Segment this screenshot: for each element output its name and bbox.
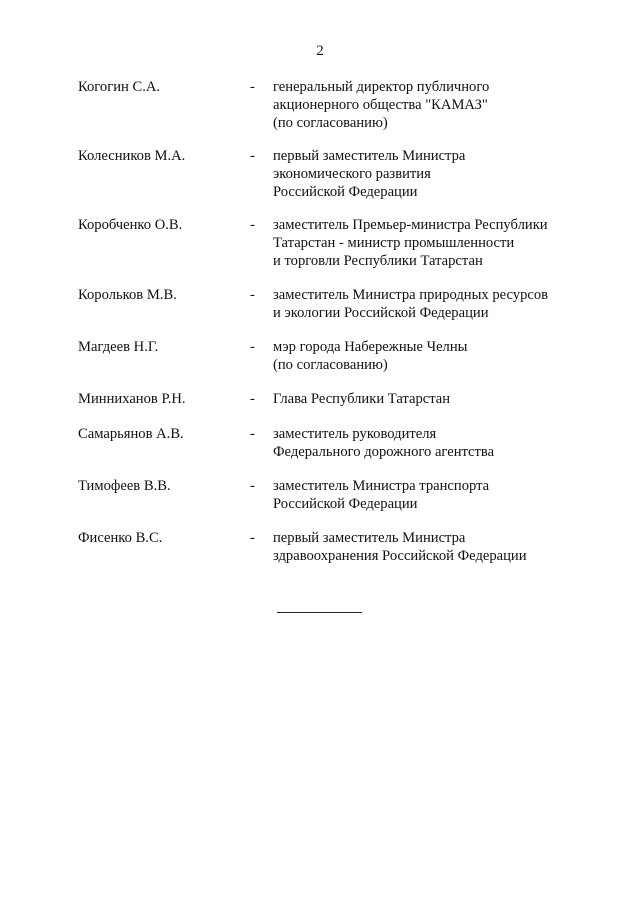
dash-separator: - (250, 287, 255, 303)
member-name: Магдеев Н.Г. (78, 339, 159, 355)
member-name: Фисенко В.С. (78, 530, 163, 546)
dash-separator: - (250, 217, 255, 233)
member-role (273, 216, 573, 270)
role-line: (по согласованию) (273, 357, 388, 373)
role-line: экономического развития (273, 166, 431, 182)
member-name: Минниханов Р.Н. (78, 391, 186, 407)
role-line: мэр города Набережные Челны (273, 339, 468, 355)
member-name: Когогин С.А. (78, 79, 161, 95)
dash-separator: - (250, 79, 255, 95)
member-name: Самарьянов А.В. (78, 426, 184, 442)
dash-separator: - (250, 339, 255, 355)
member-role (273, 286, 573, 322)
page-number: 2 (316, 43, 324, 59)
dash-separator: - (250, 478, 255, 494)
member-role (273, 477, 573, 513)
member-name: Коробченко О.В. (78, 217, 183, 233)
role-line: заместитель руководителя (273, 426, 437, 442)
dash-separator: - (250, 148, 255, 164)
member-name: Колесников М.А. (78, 148, 186, 164)
member-role (273, 425, 573, 461)
member-name: Корольков М.В. (78, 287, 177, 303)
role-line: Федерального дорожного агентства (273, 444, 495, 460)
member-role (273, 529, 573, 565)
role-line: первый заместитель Министра (273, 530, 466, 546)
role-line: (по согласованию) (273, 115, 388, 131)
dash-separator: - (250, 426, 255, 442)
role-line: и экологии Российской Федерации (273, 305, 489, 321)
dash-separator: - (250, 530, 255, 546)
role-line: заместитель Премьер-министра Республики (273, 217, 548, 233)
role-line: Российской Федерации (273, 184, 418, 200)
member-role (273, 338, 573, 374)
dash-separator: - (250, 391, 255, 407)
role-line: здравоохранения Российской Федерации (273, 548, 527, 564)
member-role (273, 147, 573, 201)
member-role (273, 390, 573, 408)
role-line: заместитель Министра природных ресурсов (273, 287, 549, 303)
member-name: Тимофеев В.В. (78, 478, 171, 494)
role-line: Татарстан - министр промышленности (273, 235, 515, 251)
role-line: первый заместитель Министра (273, 148, 466, 164)
member-role (273, 78, 573, 132)
role-line: акционерного общества "КАМАЗ" (273, 97, 488, 113)
role-line: заместитель Министра транспорта (273, 478, 490, 494)
role-line: генеральный директор публичного (273, 79, 490, 95)
end-of-list-rule (277, 612, 362, 613)
role-line: и торговли Республики Татарстан (273, 253, 483, 269)
role-line: Глава Республики Татарстан (273, 391, 451, 407)
role-line: Российской Федерации (273, 496, 418, 512)
